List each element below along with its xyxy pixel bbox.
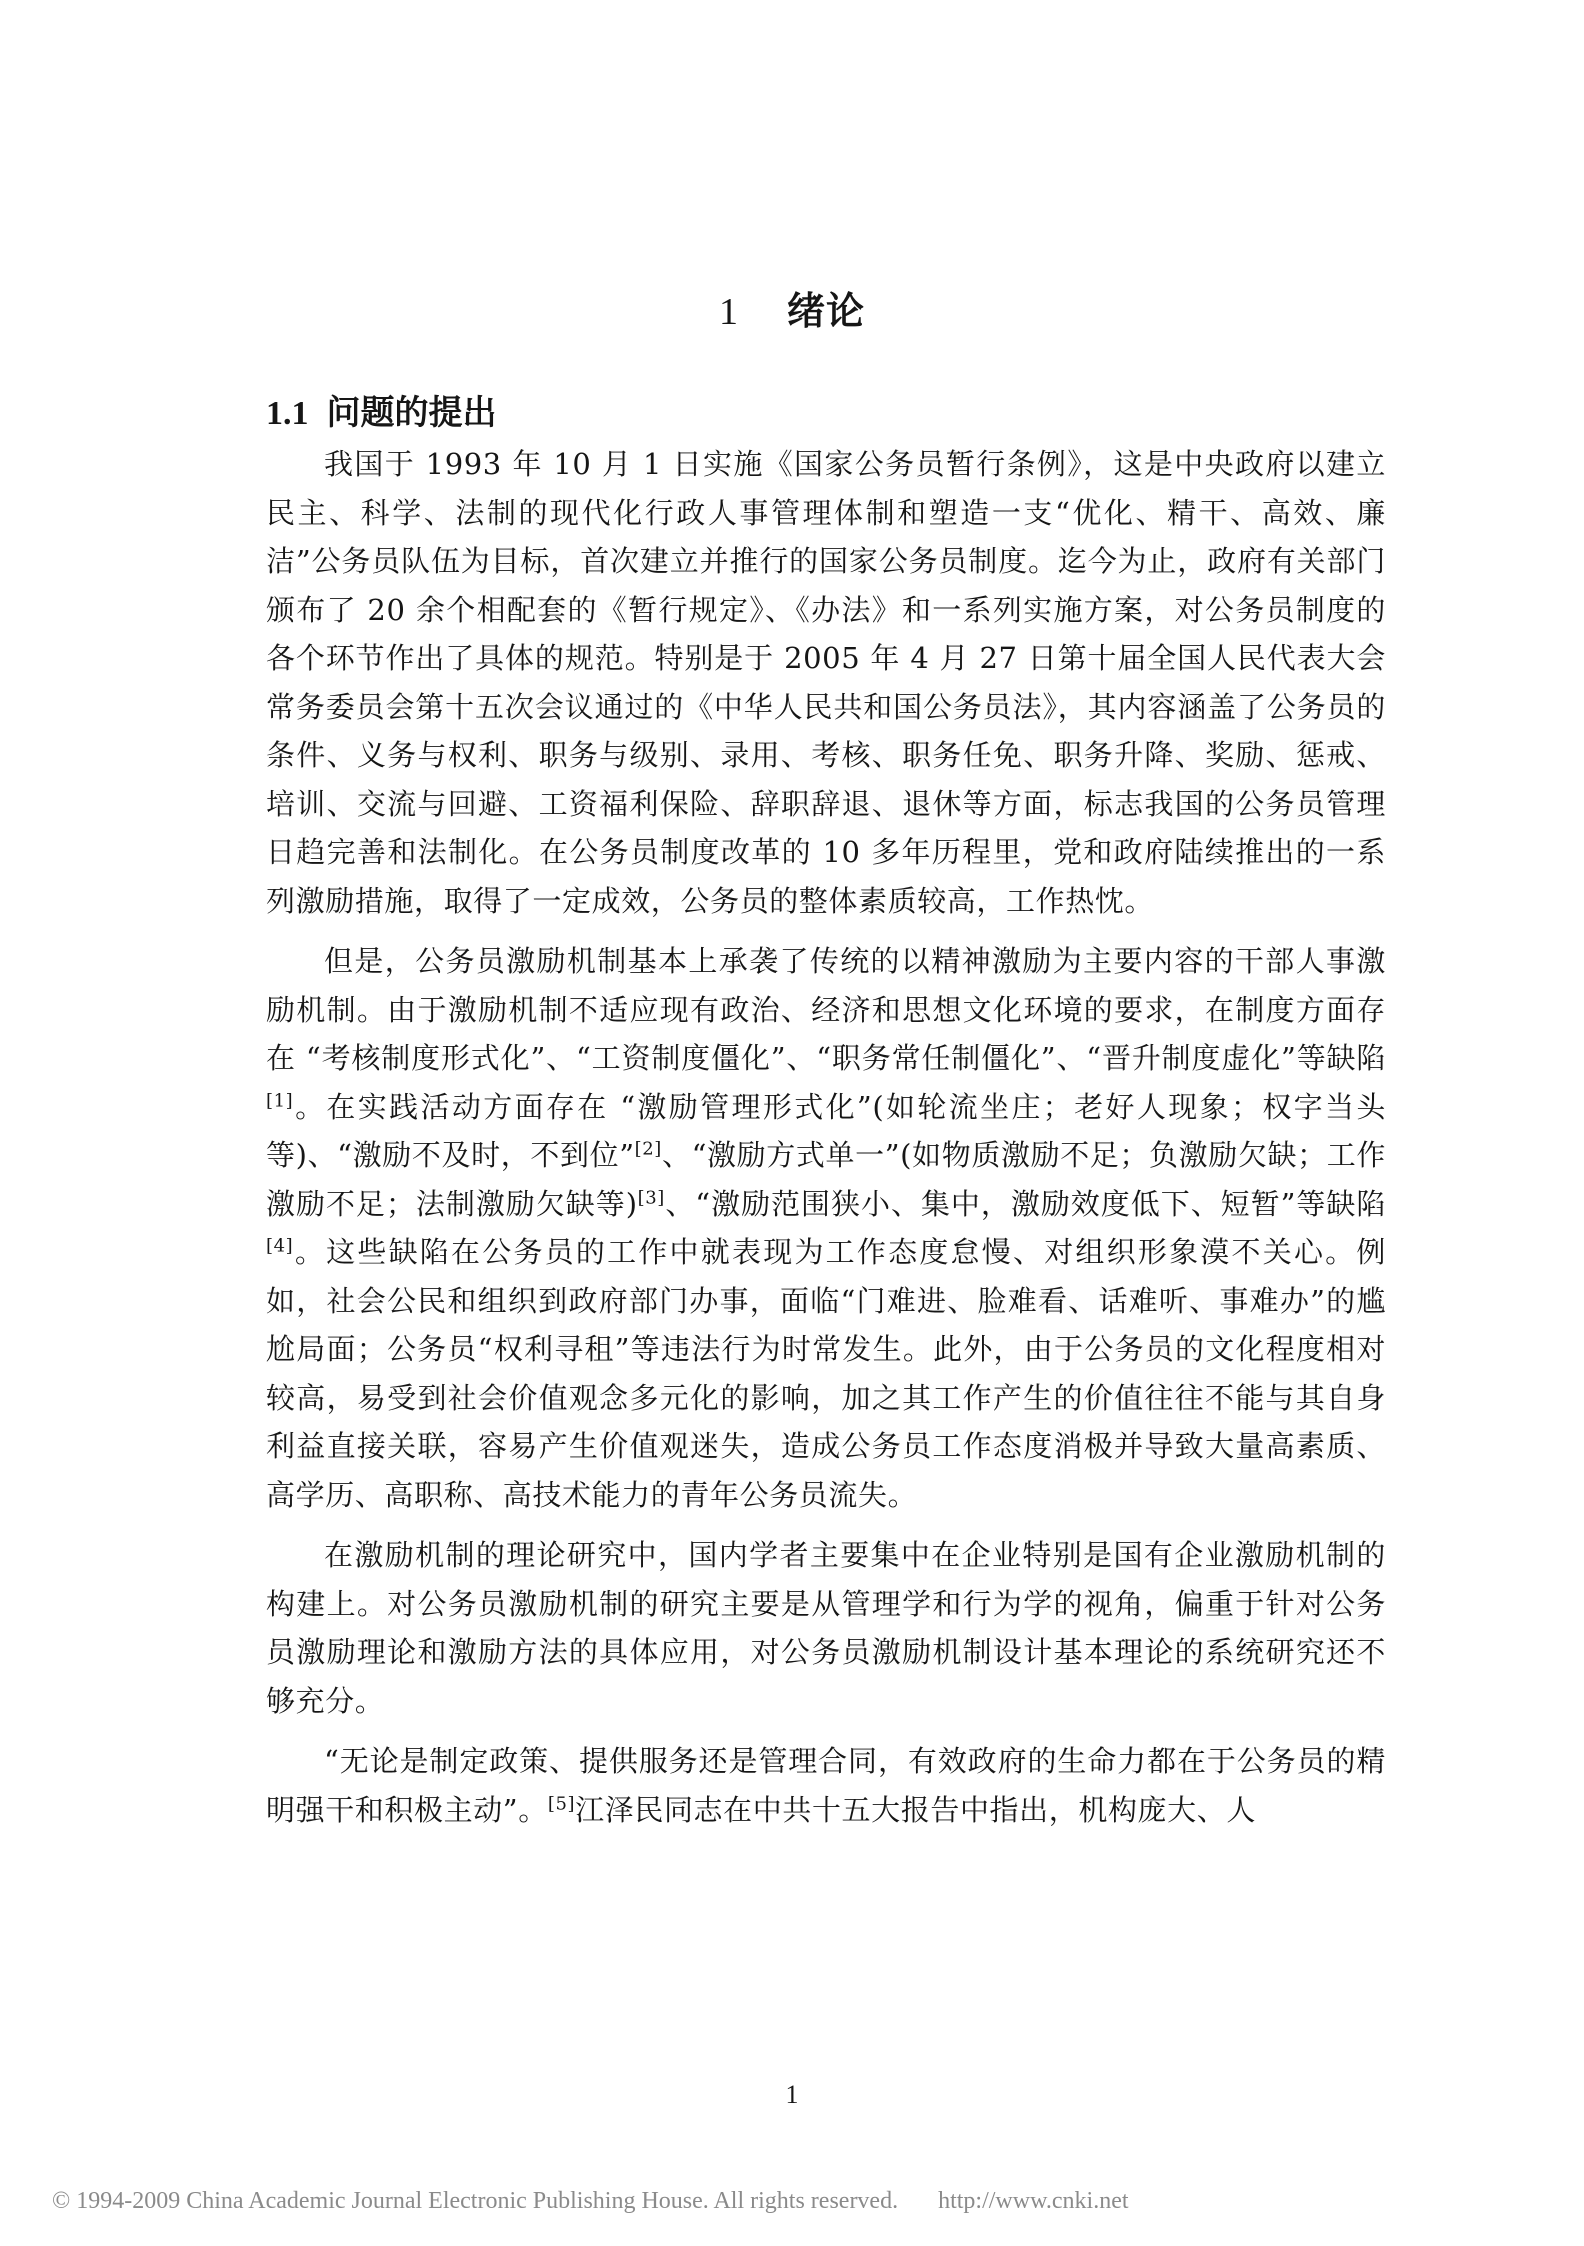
footer-url: http://www.cnki.net — [938, 2188, 1129, 2214]
chapter-number: 1 — [718, 291, 739, 333]
copyright-text: © 1994-2009 China Academic Journal Electronic Publishing House. All rights reserved. — [52, 2188, 899, 2214]
section-title — [266, 385, 497, 434]
citation-marker: [3] — [637, 1186, 665, 1208]
citation-marker: [5] — [547, 1792, 576, 1814]
paragraph-1: 我国于 1993 年 10 月 1 日实施《国家公务员暂行条例》，这是中央政府以建立民主、科学、法制的现代化行政人事管理体制和塑造一支“优化、精干、高效、廉洁”公务员队伍为目标，首次建立并推行的国家公务员制度。迄今为止，政府有关部门颁布了 20 余个相配套的《暂行规定》、《办法》和一系列实施方案，对公务员制度的各个环节作出了具体的规范。特别是于 2005 年 4 月 27 日第十届全国人民代表大会常务委员会第十五次会议通过的《中华人民共和国公务员法》，其内容涵盖了公务员的条件、义务与权利、职务与级别、录用、考核、职务任免、职务升降、奖励、惩戒、培训、交流与回避、工资福利保险、辞职辞退、退休等方面，标志我国的公务员管理日趋完善和法制化。在公务员制度改革的 10 多年历程里，党和政府陆续推出的一系列激励措施，取得了一定成效，公务员的整体素质较高，工作热忱。 — [266, 447, 1386, 918]
body-text — [266, 440, 1386, 1841]
paragraph-3: 在激励机制的理论研究中，国内学者主要集中在企业特别是国有企业激励机制的构建上。对公务员激励机制的研究主要是从管理学和行为学的视角，偏重于针对公务员激励理论和激励方法的具体应用，对公务员激励机制设计基本理论的系统研究还不够充分。 — [266, 1538, 1386, 1718]
paragraph-2: 但是，公务员激励机制基本上承袭了传统的以精神激励为主要内容的干部人事激励机制。由于激励机制不适应现有政治、经济和思想文化环境的要求，在制度方面存在 “考核制度形式化”、“工资制度僵化”、“职务常任制僵化”、“晋升制度虚化”等缺陷[1]。在实践活动方面存在 “激励管理形式化”(如轮流坐庄；老好人现象；权字当头等)、“激励不及时，不到位”[2]、“激励方式单一”(如物质激励不足；负激励欠缺；工作激励不足；法制激励欠缺等)[3]、“激励范围狭小、集中，激励效度低下、短暂”等缺陷[4]。这些缺陷在公务员的工作中就表现为工作态度怠慢、对组织形象漠不关心。例如，社会公民和组织到政府部门办事，面临“门难进、脸难看、话难听、事难办”的尴尬局面；公务员“权利寻租”等违法行为时常发生。此外，由于公务员的文化程度相对较高，易受到社会价值观念多元化的影响，加之其工作产生的价值往往不能与其自身利益直接关联，容易产生价值观迷失，造成公务员工作态度消极并导致大量高素质、高学历、高职称、高技术能力的青年公务员流失。 — [266, 944, 1386, 1512]
section-title-text: 问题的提出 — [326, 393, 497, 433]
section-number: 1.1 — [266, 395, 309, 432]
chapter-title-text: 绪论 — [786, 289, 865, 333]
copyright-footer — [52, 2188, 1129, 2215]
paragraph-4: “无论是制定政策、提供服务还是管理合同，有效政府的生命力都在于公务员的精明强干和积极主动”。[5]江泽民同志在中共十五大报告中指出，机构庞大、人 — [266, 1744, 1386, 1827]
page-number: 1 — [785, 2080, 799, 2109]
chapter-title — [0, 280, 1584, 335]
citation-marker: [1] — [266, 1089, 294, 1111]
citation-marker: [2] — [634, 1138, 662, 1160]
citation-marker: [4] — [266, 1235, 294, 1257]
